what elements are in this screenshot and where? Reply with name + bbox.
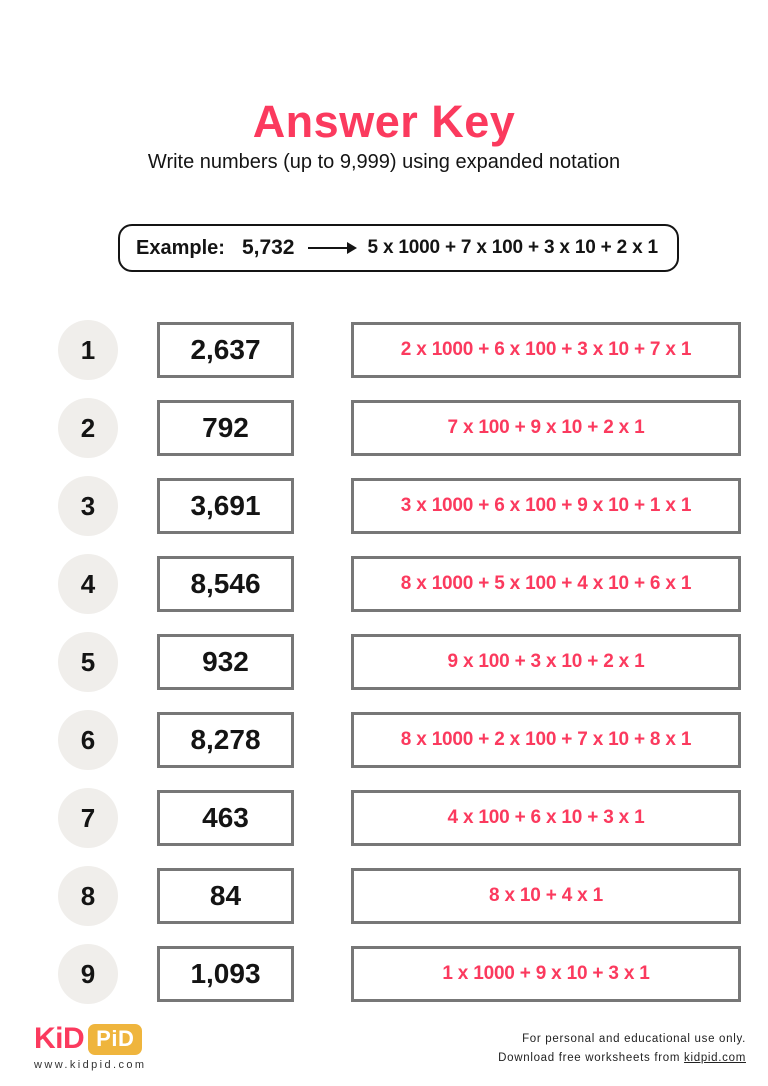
footer-note-line2 [498,1049,746,1068]
number-box: 8,278 [157,712,294,768]
answer-row [0,476,768,536]
number-box: 1,093 [157,946,294,1002]
answer-row [0,554,768,614]
number-box: 932 [157,634,294,690]
example-box [118,224,679,272]
row-number-badge: 2 [58,398,118,458]
answer-row [0,398,768,458]
logo-website-url: www.kidpid.com [34,1059,147,1071]
example-number: 5,732 [241,236,295,259]
number-box: 792 [157,400,294,456]
right-arrow-icon [308,247,354,250]
number-box: 2,637 [157,322,294,378]
expanded-notation-box: 7 x 100 + 9 x 10 + 2 x 1 [351,400,741,456]
page-title: Answer Key [252,96,516,147]
answer-rows [0,320,768,1022]
expanded-notation-box: 3 x 1000 + 6 x 100 + 9 x 10 + 1 x 1 [351,478,741,534]
footer-note [498,1030,746,1068]
number-box: 8,546 [157,556,294,612]
answer-row [0,944,768,1004]
expanded-notation-box: 9 x 100 + 3 x 10 + 2 x 1 [351,634,741,690]
logo-pid-badge: PiD [88,1024,142,1055]
number-box: 463 [157,790,294,846]
page-subtitle: Write numbers (up to 9,999) using expanded notation [147,151,621,173]
row-number-badge: 8 [58,866,118,926]
row-number-badge: 1 [58,320,118,380]
expanded-notation-box: 8 x 1000 + 5 x 100 + 4 x 10 + 6 x 1 [351,556,741,612]
answer-row [0,632,768,692]
footer-note-line2-text: Download free worksheets from [498,1051,685,1064]
number-box: 84 [157,868,294,924]
answer-row [0,866,768,926]
row-number-badge: 5 [58,632,118,692]
expanded-notation-box: 8 x 10 + 4 x 1 [351,868,741,924]
answer-row [0,320,768,380]
kidpid-link[interactable]: kidpid.com [684,1051,746,1064]
expanded-notation-box: 2 x 1000 + 6 x 100 + 3 x 10 + 7 x 1 [351,322,741,378]
example-expansion: 5 x 1000 + 7 x 100 + 3 x 10 + 2 x 1 [367,237,658,258]
row-number-badge: 3 [58,476,118,536]
row-number-badge: 7 [58,788,118,848]
row-number-badge: 4 [58,554,118,614]
kidpid-logo [34,1022,146,1071]
expanded-notation-box: 8 x 1000 + 2 x 100 + 7 x 10 + 8 x 1 [351,712,741,768]
row-number-badge: 6 [58,710,118,770]
row-number-badge: 9 [58,944,118,1004]
example-label: Example: [136,236,225,259]
expanded-notation-box: 4 x 100 + 6 x 10 + 3 x 1 [351,790,741,846]
logo-kid-text: KiD [34,1022,85,1055]
expanded-notation-box: 1 x 1000 + 9 x 10 + 3 x 1 [351,946,741,1002]
footer-note-line1: For personal and educational use only. [522,1033,746,1045]
answer-row [0,788,768,848]
answer-row [0,710,768,770]
number-box: 3,691 [157,478,294,534]
